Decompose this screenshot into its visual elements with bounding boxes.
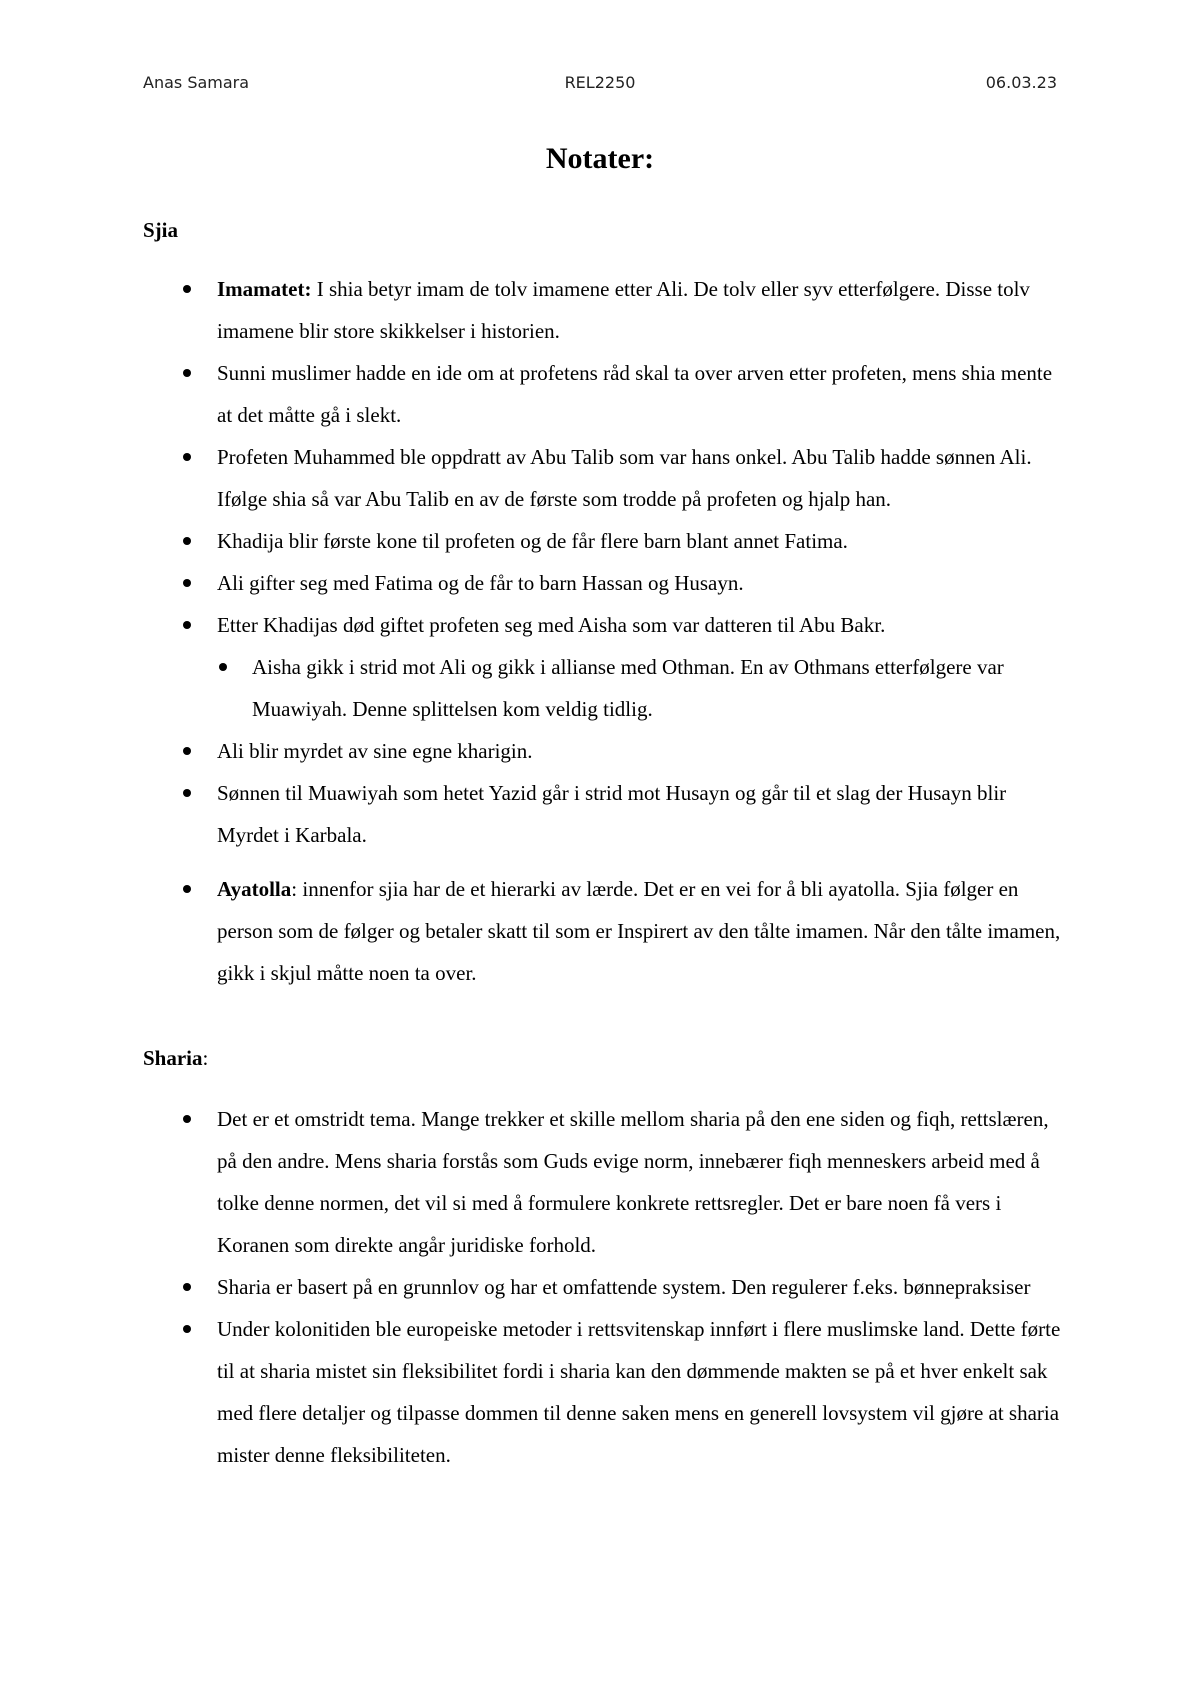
list-item: [143, 730, 1065, 772]
list-item: [143, 436, 1065, 520]
page-header: [143, 73, 1057, 103]
item-text: Khadija blir første kone til profeten og de får flere barn blant annet Fatima.: [217, 529, 848, 553]
list-item: [143, 604, 1065, 646]
item-text: Ali blir myrdet av sine egne kharigin.: [217, 739, 533, 763]
item-text: Sønnen til Muawiyah som hetet Yazid går i strid mot Husayn og går til et slag der Husayn blir Myrdet i Karbala.: [217, 781, 1007, 847]
list-item: [143, 268, 1065, 352]
item-text: : innenfor sjia har de et hierarki av lærde. Det er en vei for å bli ayatolla. Sjia følger en person som de følger og betaler skatt til som er Inspirert av den tålte imamen. Når den tålte imamen, gikk i skjul måtte noen ta over.: [217, 877, 1061, 985]
item-text: Profeten Muhammed ble oppdratt av Abu Talib som var hans onkel. Abu Talib hadde sønnen Ali. Ifølge shia så var Abu Talib en av de første som trodde på profeten og hjalp han.: [217, 445, 1032, 511]
item-text: I shia betyr imam de tolv imamene etter Ali. De tolv eller syv etterfølgere. Disse tolv imamene blir store skikkelser i historien.: [217, 277, 1030, 343]
list-item: [143, 772, 1065, 856]
item-bold-term: Ayatolla: [217, 877, 292, 901]
header-date: 06.03.23: [985, 73, 1057, 92]
list-item: [143, 1308, 1065, 1476]
list-item: [143, 520, 1065, 562]
sharia-list: [143, 1098, 1065, 1476]
list-item: [143, 1266, 1065, 1308]
section-heading-sjia: Sjia: [143, 218, 179, 242]
section-heading-sharia: Sharia:: [143, 1046, 209, 1070]
item-text: Etter Khadijas død giftet profeten seg med Aisha som var datteren til Abu Bakr.: [217, 613, 886, 637]
item-text: Det er et omstridt tema. Mange trekker et skille mellom sharia på den ene siden og fiqh, rettslæren, på den andre. Mens sharia forstås som Guds evige norm, innebærer fiqh menneskers arbeid med å tolke denne normen, det vil si med å formulere konkrete rettsregler. Det er bare noen få vers i Koranen som direkte angår juridiske forhold.: [217, 1107, 1049, 1257]
list-item: [143, 352, 1065, 436]
list-item: [143, 562, 1065, 604]
page-title: Notater:: [545, 142, 655, 175]
header-course: REL2250: [564, 73, 636, 92]
list-item: [143, 868, 1065, 994]
item-text: Ali gifter seg med Fatima og de får to barn Hassan og Husayn.: [217, 571, 744, 595]
header-author: Anas Samara: [143, 73, 250, 92]
item-text: Aisha gikk i strid mot Ali og gikk i allianse med Othman. En av Othmans etterfølgere var Muawiyah. Denne splittelsen kom veldig tidlig.: [252, 655, 1004, 721]
item-text: Under kolonitiden ble europeiske metoder i rettsvitenskap innført i flere muslimske land. Dette førte til at sharia mistet sin fleksibilitet fordi i sharia kan den dømmende makten se på et hver enkelt sak med flere detaljer og tilpasse dommen til denne saken mens en generell lovsystem vil gjøre at sharia mister denne fleksibiliteten.: [217, 1317, 1061, 1467]
item-bold-term: Imamatet:: [217, 277, 312, 301]
item-text: Sunni muslimer hadde en ide om at profetens råd skal ta over arven etter profeten, mens shia mente at det måtte gå i slekt.: [217, 361, 1053, 427]
sub-list-item: [143, 646, 1065, 730]
list-item: [143, 1098, 1065, 1266]
item-text: Sharia er basert på en grunnlov og har et omfattende system. Den regulerer f.eks. bønnepraksiser: [217, 1275, 1031, 1299]
sjia-list: [143, 268, 1065, 994]
